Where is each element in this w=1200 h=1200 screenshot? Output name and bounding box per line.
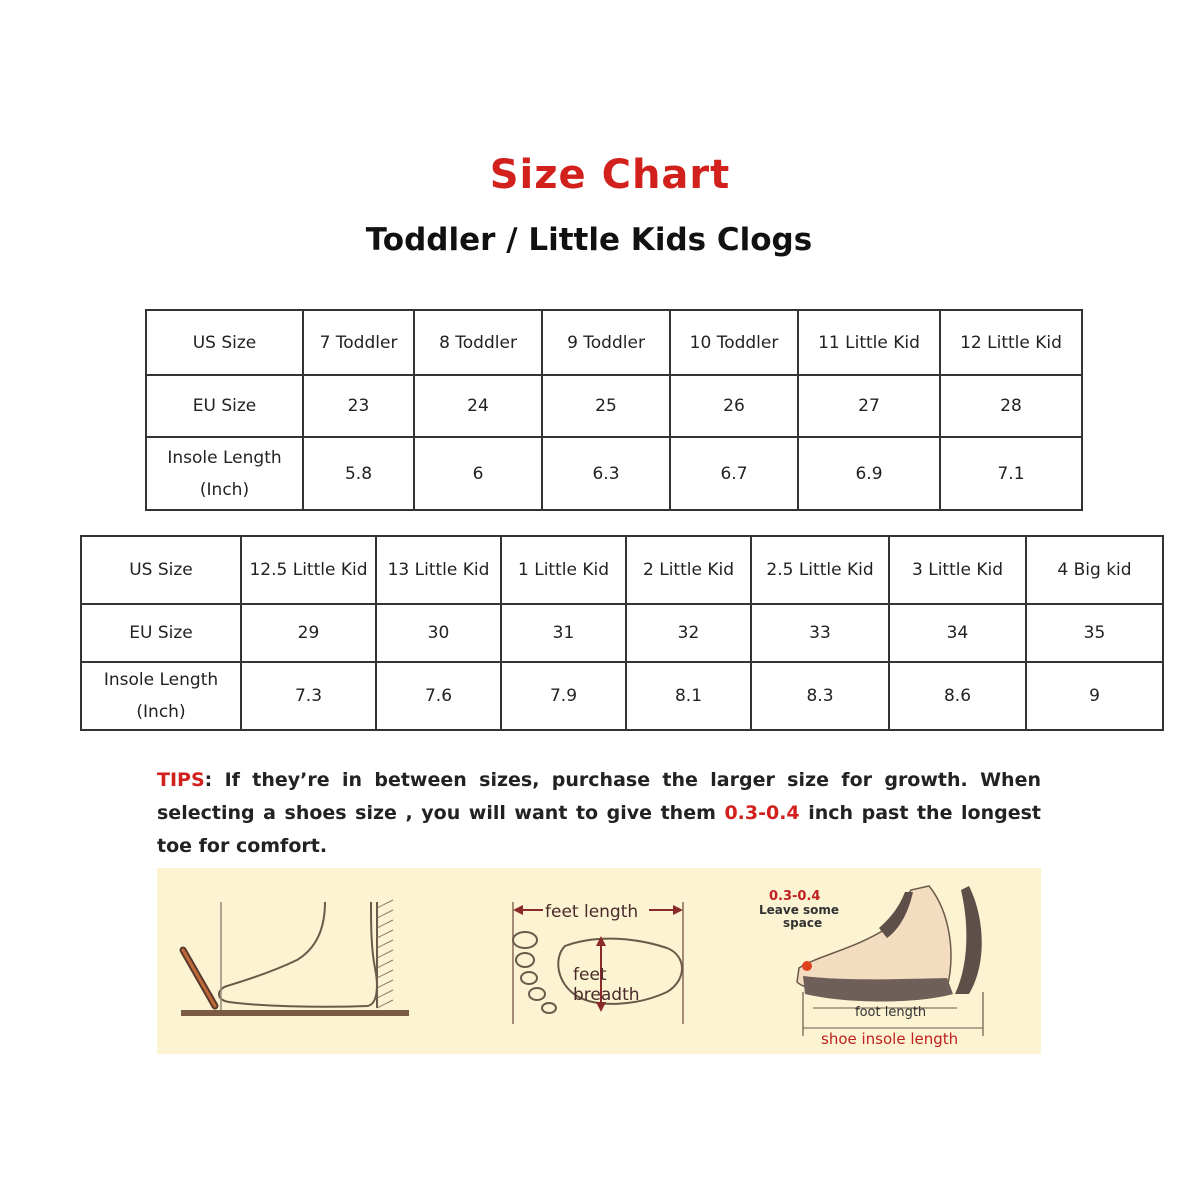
table-row-us-size	[81, 536, 1163, 604]
tips-paragraph	[157, 764, 1041, 863]
table-cell: 2.5 Little Kid	[751, 536, 889, 604]
table-cell: 33	[751, 604, 889, 662]
table-cell: US Size	[146, 310, 303, 375]
pencil-icon	[183, 950, 215, 1006]
table-cell: Insole Length (Inch)	[81, 662, 241, 730]
tips-highlight: 0.3-0.4	[724, 802, 800, 824]
table-cell: 34	[889, 604, 1026, 662]
table-cell: US Size	[81, 536, 241, 604]
table-cell: 6	[414, 437, 542, 510]
table-cell: 31	[501, 604, 626, 662]
table-cell: 4 Big kid	[1026, 536, 1163, 604]
table-cell: 7.1	[940, 437, 1082, 510]
table-cell: 13 Little Kid	[376, 536, 501, 604]
table-cell: 7.3	[241, 662, 376, 730]
feet-length-label: feet length	[545, 902, 639, 922]
table-cell: 8.6	[889, 662, 1026, 730]
foot-outline-icon	[219, 902, 377, 1007]
tips-text-end: inch past the longest toe for comfort.	[157, 802, 1041, 857]
table-row-eu-size	[146, 375, 1082, 437]
foot-length-label: foot length	[855, 1005, 927, 1020]
wall-icon	[377, 900, 393, 1008]
table-cell: 12 Little Kid	[940, 310, 1082, 375]
chart-subtitle: Toddler / Little Kids Clogs	[365, 222, 813, 258]
feet-breadth-label-line2: breadth	[573, 985, 640, 1005]
tips-label: TIPS	[157, 769, 205, 791]
chart-title: Size Chart	[489, 152, 731, 198]
table-row-insole-length	[81, 662, 1163, 730]
table-cell: 11 Little Kid	[798, 310, 940, 375]
shoe-insole-length-label: shoe insole length	[821, 1030, 959, 1048]
table-cell: 30	[376, 604, 501, 662]
table-cell: 6.3	[542, 437, 670, 510]
table-cell: 2 Little Kid	[626, 536, 751, 604]
foot-tracing-illustration	[181, 900, 409, 1016]
table-cell: 9	[1026, 662, 1163, 730]
table-cell: 32	[626, 604, 751, 662]
table-cell: 7.6	[376, 662, 501, 730]
size-table-little-kid	[80, 535, 1164, 731]
space-label-line2: space	[783, 916, 823, 930]
table-cell: 8.3	[751, 662, 889, 730]
shoe-insole-illustration	[759, 886, 983, 1048]
table-cell: 25	[542, 375, 670, 437]
table-cell: 26	[670, 375, 798, 437]
table-cell: 7 Toddler	[303, 310, 414, 375]
table-cell: 7.9	[501, 662, 626, 730]
table-cell: 1 Little Kid	[501, 536, 626, 604]
foot-measure-illustration	[513, 902, 683, 1024]
table-cell: 35	[1026, 604, 1163, 662]
table-cell: 9 Toddler	[542, 310, 670, 375]
table-row-us-size	[146, 310, 1082, 375]
table-cell: 3 Little Kid	[889, 536, 1026, 604]
table-cell: 5.8	[303, 437, 414, 510]
space-value-label: 0.3-0.4	[769, 889, 821, 904]
table-cell: 28	[940, 375, 1082, 437]
table-cell: 29	[241, 604, 376, 662]
measuring-illustration	[157, 868, 1041, 1054]
table-cell: 6.7	[670, 437, 798, 510]
space-label-line1: Leave some	[759, 903, 840, 917]
tips-text: : If they’re in between sizes, purchase the larger size for growth. When selecting a shoes size , you will want to give them	[157, 769, 1041, 824]
table-cell: 8.1	[626, 662, 751, 730]
table-row-eu-size	[81, 604, 1163, 662]
table-cell: EU Size	[81, 604, 241, 662]
feet-breadth-label: feet	[573, 965, 607, 985]
table-cell: 12.5 Little Kid	[241, 536, 376, 604]
table-cell: 23	[303, 375, 414, 437]
table-cell: EU Size	[146, 375, 303, 437]
table-row-insole-length	[146, 437, 1082, 510]
table-cell: Insole Length (Inch)	[146, 437, 303, 510]
table-cell: 6.9	[798, 437, 940, 510]
table-cell: 24	[414, 375, 542, 437]
table-cell: 10 Toddler	[670, 310, 798, 375]
table-cell: 8 Toddler	[414, 310, 542, 375]
size-table-toddler	[145, 309, 1083, 511]
table-cell: 27	[798, 375, 940, 437]
